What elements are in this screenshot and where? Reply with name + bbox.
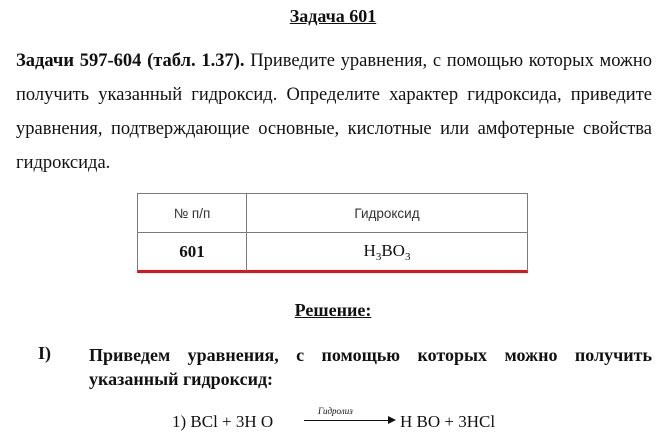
table-header-row [138, 194, 527, 233]
task-statement [16, 44, 652, 180]
equation-1 [172, 406, 532, 431]
task-reference: Задачи 597-604 (табл. 1.37). [16, 51, 245, 71]
table-row [138, 233, 527, 271]
arrow-head-icon [388, 416, 396, 424]
section-number: I) [38, 343, 51, 363]
equation-lhs: 1) BCl + 3H O [172, 412, 274, 431]
task-body: Приведите уравнения, с помощью которых можно получить указанный гидроксид. Определите характер гидроксида, приведите уравнения, подтверждающие основные, кислотные или амфотерные свойства гидроксида. [16, 51, 652, 173]
column-header-hydroxide: Гидроксид [354, 205, 420, 221]
hydroxide-table [137, 193, 528, 273]
page-title: Задача 601 [289, 6, 377, 26]
row-number: 601 [179, 242, 205, 261]
hydroxide-formula: $H_3BO_3$ [363, 241, 411, 263]
section-heading: Приведем уравнения, с помощью которых можно получить указанный гидроксид: [89, 345, 652, 389]
arrow-label: Гидролиз [318, 406, 353, 416]
solution-heading: Решение: [294, 300, 372, 320]
equation-rhs: H BO + 3HCl [400, 412, 496, 431]
column-header-number: № п/п [173, 205, 211, 221]
reaction-arrow [304, 420, 392, 421]
